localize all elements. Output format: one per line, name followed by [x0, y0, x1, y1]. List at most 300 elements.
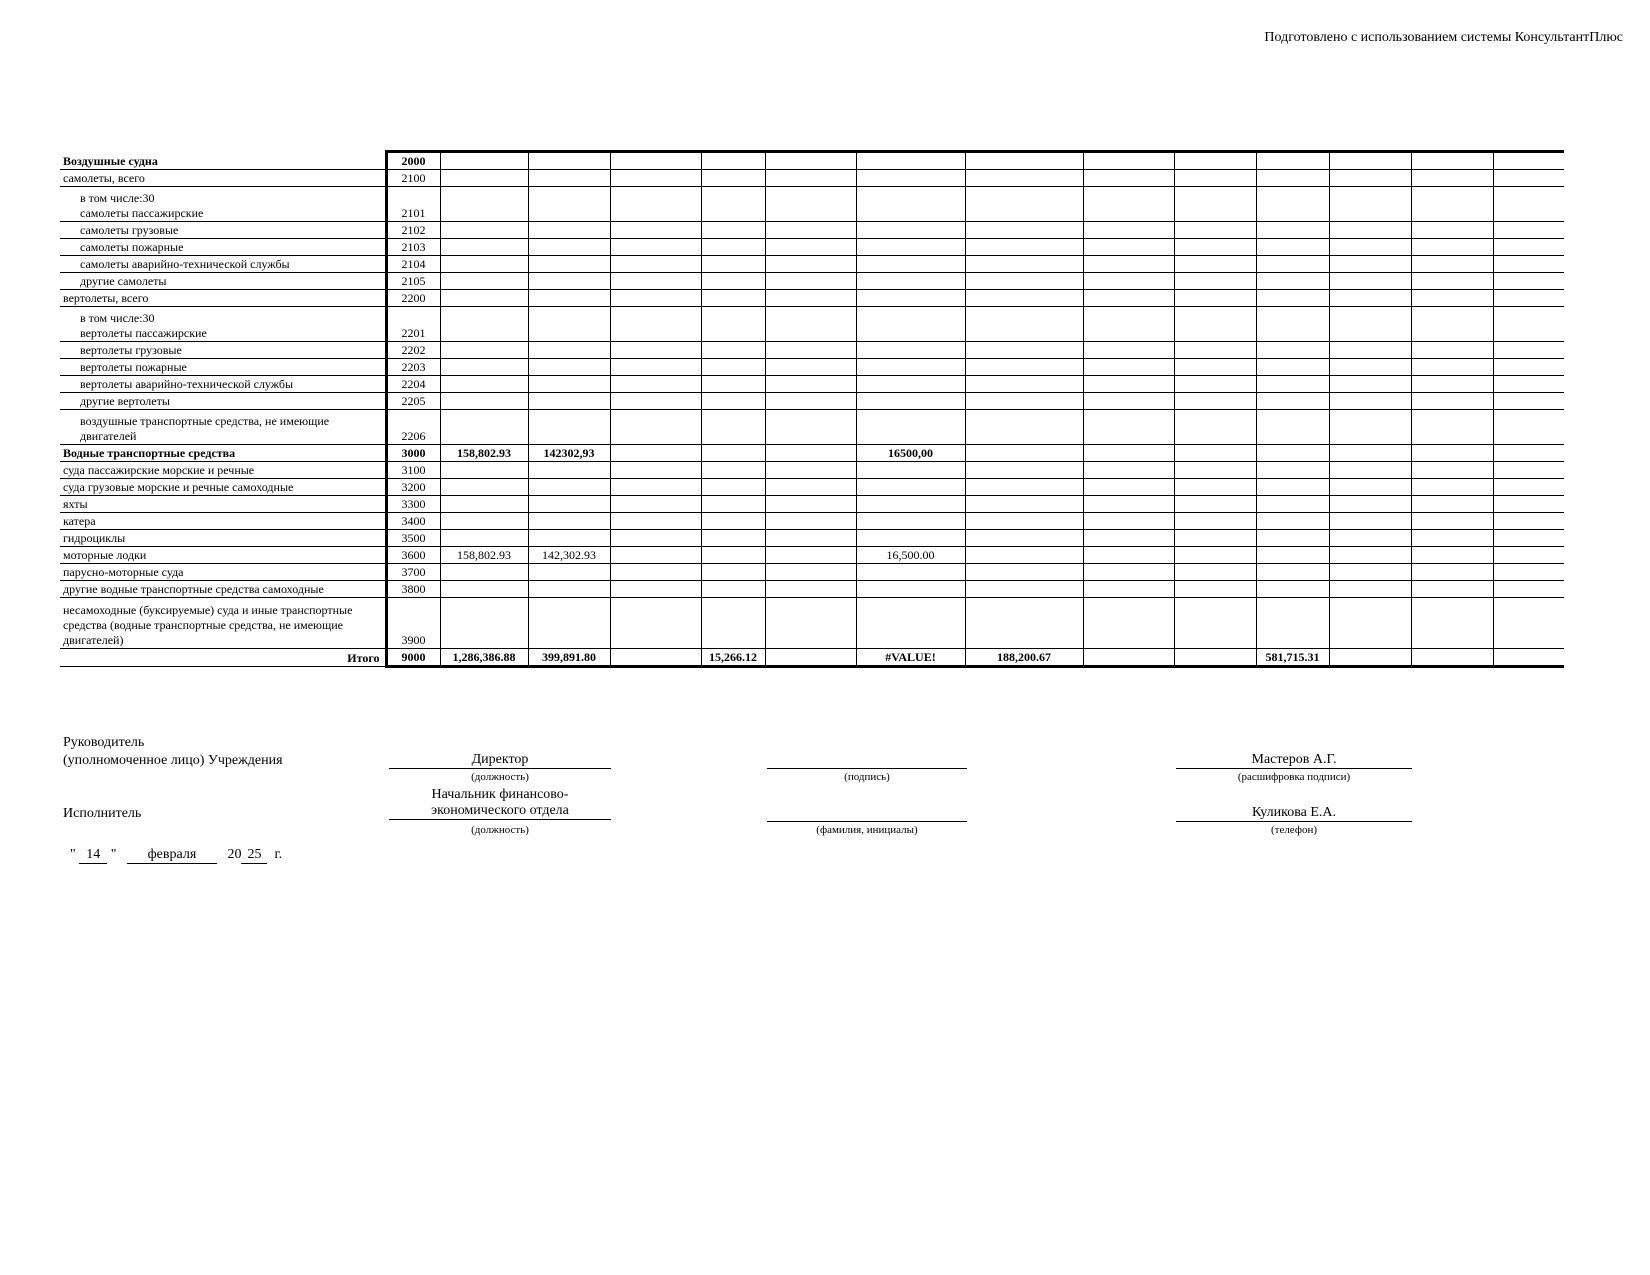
- row-value-cell: [1493, 513, 1564, 530]
- row-value-cell: [528, 152, 610, 170]
- row-name: другие самолеты: [60, 273, 386, 290]
- row-value-cell: [765, 598, 856, 649]
- row-value-cell: [440, 239, 528, 256]
- row-value-cell: [856, 598, 965, 649]
- row-value-cell: [765, 256, 856, 273]
- row-value-cell: [440, 462, 528, 479]
- date-year: 25: [241, 847, 267, 864]
- row-value-cell: [1411, 513, 1493, 530]
- row-value-cell: [1083, 581, 1174, 598]
- row-value-cell: [1411, 547, 1493, 564]
- row-value-cell: [1083, 152, 1174, 170]
- row-value-cell: [610, 393, 701, 410]
- row-value-cell: [610, 307, 701, 342]
- table-row: [60, 410, 1564, 445]
- row-name: самолеты грузовые: [60, 222, 386, 239]
- row-code: 2202: [386, 342, 440, 359]
- row-value-cell: [1174, 376, 1256, 393]
- row-code: 2205: [386, 393, 440, 410]
- row-code: 3800: [386, 581, 440, 598]
- row-value-cell: [856, 410, 965, 445]
- row-name: самолеты, всего: [60, 170, 386, 187]
- row-value-cell: [1174, 342, 1256, 359]
- row-value-cell: [1329, 239, 1411, 256]
- row-code: 3200: [386, 479, 440, 496]
- row-value-cell: [610, 496, 701, 513]
- row-value-cell: [1256, 187, 1329, 222]
- row-value-cell: [610, 290, 701, 307]
- row-value-cell: 142,302.93: [528, 547, 610, 564]
- head-name: Мастеров А.Г.: [1176, 752, 1412, 769]
- row-value-cell: [1256, 152, 1329, 170]
- row-value-cell: [965, 239, 1083, 256]
- row-value-cell: [1329, 445, 1411, 462]
- row-code: 2200: [386, 290, 440, 307]
- row-value-cell: [965, 187, 1083, 222]
- row-value-cell: [610, 598, 701, 649]
- head-position-caption: (должность): [471, 771, 529, 783]
- total-value-cell: 15,266.12: [701, 649, 765, 667]
- row-value-cell: [528, 342, 610, 359]
- row-value-cell: [1411, 462, 1493, 479]
- row-value-cell: [856, 152, 965, 170]
- head-label-2: (уполномоченное лицо) Учреждения: [63, 753, 283, 768]
- table-row: [60, 581, 1564, 598]
- table-row: [60, 342, 1564, 359]
- row-name: Водные транспортные средства: [60, 445, 386, 462]
- row-value-cell: [1083, 410, 1174, 445]
- row-value-cell: [610, 152, 701, 170]
- row-name: вертолеты аварийно-технической службы: [60, 376, 386, 393]
- row-value-cell: [765, 547, 856, 564]
- row-value-cell: [856, 222, 965, 239]
- row-value-cell: [1411, 410, 1493, 445]
- row-value-cell: [1493, 410, 1564, 445]
- row-value-cell: [1083, 342, 1174, 359]
- row-value-cell: [1174, 273, 1256, 290]
- row-value-cell: [765, 239, 856, 256]
- row-value-cell: [440, 479, 528, 496]
- row-value-cell: [965, 222, 1083, 239]
- row-value-cell: [1083, 290, 1174, 307]
- row-value-cell: [1083, 479, 1174, 496]
- total-value-cell: 1,286,386.88: [440, 649, 528, 667]
- row-value-cell: [965, 152, 1083, 170]
- row-value-cell: [701, 187, 765, 222]
- row-value-cell: [965, 376, 1083, 393]
- row-value-cell: [965, 462, 1083, 479]
- row-value-cell: [1083, 256, 1174, 273]
- row-value-cell: [1256, 581, 1329, 598]
- row-value-cell: [1083, 170, 1174, 187]
- row-value-cell: [1256, 547, 1329, 564]
- row-value-cell: [965, 307, 1083, 342]
- row-value-cell: [1174, 564, 1256, 581]
- row-value-cell: [765, 479, 856, 496]
- row-value-cell: [1329, 564, 1411, 581]
- row-value-cell: [528, 496, 610, 513]
- row-value-cell: [1174, 445, 1256, 462]
- row-value-cell: [765, 445, 856, 462]
- row-value-cell: [528, 256, 610, 273]
- row-value-cell: [528, 581, 610, 598]
- row-value-cell: [1411, 598, 1493, 649]
- row-value-cell: [440, 530, 528, 547]
- row-code: 2100: [386, 170, 440, 187]
- row-value-cell: [1493, 307, 1564, 342]
- row-code: 2000: [386, 152, 440, 170]
- row-value-cell: [1411, 239, 1493, 256]
- row-value-cell: [1329, 342, 1411, 359]
- row-value-cell: [1493, 273, 1564, 290]
- row-value-cell: [856, 496, 965, 513]
- date-quote-close: ": [110, 847, 117, 862]
- row-value-cell: [1493, 170, 1564, 187]
- row-value-cell: [1256, 410, 1329, 445]
- row-value-cell: [1256, 342, 1329, 359]
- row-value-cell: [965, 530, 1083, 547]
- row-value-cell: [1411, 256, 1493, 273]
- row-value-cell: [1256, 256, 1329, 273]
- row-value-cell: [1256, 530, 1329, 547]
- row-value-cell: [765, 530, 856, 547]
- row-code: 3000: [386, 445, 440, 462]
- total-label: Итого: [60, 649, 386, 667]
- row-value-cell: [965, 393, 1083, 410]
- row-value-cell: [701, 598, 765, 649]
- row-value-cell: [1329, 273, 1411, 290]
- row-value-cell: [765, 581, 856, 598]
- table-row: [60, 256, 1564, 273]
- row-value-cell: [1174, 547, 1256, 564]
- row-value-cell: [1083, 376, 1174, 393]
- row-value-cell: [1493, 564, 1564, 581]
- row-value-cell: [1329, 376, 1411, 393]
- row-value-cell: [1493, 152, 1564, 170]
- row-code: 2102: [386, 222, 440, 239]
- total-value-cell: 581,715.31: [1256, 649, 1329, 667]
- table-row: [60, 530, 1564, 547]
- row-value-cell: [856, 581, 965, 598]
- row-value-cell: [440, 410, 528, 445]
- total-value-cell: [610, 649, 701, 667]
- row-value-cell: [1329, 410, 1411, 445]
- row-name: несамоходные (буксируемые) суда и иные транспортные средства (водные транспортные средства, не имеющие двигателей): [60, 598, 386, 649]
- row-value-cell: [528, 187, 610, 222]
- row-code: 3100: [386, 462, 440, 479]
- row-value-cell: [1256, 598, 1329, 649]
- row-value-cell: [440, 307, 528, 342]
- row-value-cell: [1329, 170, 1411, 187]
- row-value-cell: [610, 170, 701, 187]
- row-value-cell: [610, 187, 701, 222]
- row-value-cell: [528, 273, 610, 290]
- row-value-cell: [1329, 187, 1411, 222]
- row-code: 3500: [386, 530, 440, 547]
- row-value-cell: [765, 359, 856, 376]
- row-value-cell: [1493, 187, 1564, 222]
- table-row: [60, 445, 1564, 462]
- row-value-cell: [1083, 359, 1174, 376]
- row-value-cell: [528, 307, 610, 342]
- row-value-cell: [610, 273, 701, 290]
- row-value-cell: [701, 376, 765, 393]
- row-value-cell: [765, 496, 856, 513]
- row-value-cell: [965, 598, 1083, 649]
- row-value-cell: [610, 342, 701, 359]
- row-name: самолеты аварийно-технической службы: [60, 256, 386, 273]
- row-value-cell: [1174, 290, 1256, 307]
- row-value-cell: [1083, 307, 1174, 342]
- row-value-cell: [610, 410, 701, 445]
- row-value-cell: [1493, 598, 1564, 649]
- row-value-cell: [856, 273, 965, 290]
- row-name: воздушные транспортные средства, не имеющие двигателей: [60, 410, 386, 445]
- row-value-cell: [528, 170, 610, 187]
- row-name: самолеты пожарные: [60, 239, 386, 256]
- row-name: в том числе:30 вертолеты пассажирские: [60, 307, 386, 342]
- row-value-cell: [528, 376, 610, 393]
- row-value-cell: [1256, 513, 1329, 530]
- row-value-cell: [1256, 376, 1329, 393]
- row-value-cell: [765, 273, 856, 290]
- row-value-cell: [1493, 547, 1564, 564]
- row-value-cell: [528, 239, 610, 256]
- row-value-cell: [1174, 170, 1256, 187]
- row-value-cell: [856, 530, 965, 547]
- row-value-cell: [765, 307, 856, 342]
- row-value-cell: [1411, 342, 1493, 359]
- row-value-cell: [1174, 307, 1256, 342]
- row-value-cell: [440, 170, 528, 187]
- row-value-cell: [1329, 496, 1411, 513]
- row-value-cell: [1493, 222, 1564, 239]
- row-value-cell: [765, 342, 856, 359]
- row-value-cell: [701, 393, 765, 410]
- row-value-cell: [1411, 152, 1493, 170]
- row-value-cell: [1493, 239, 1564, 256]
- row-value-cell: [610, 462, 701, 479]
- row-value-cell: [701, 239, 765, 256]
- row-value-cell: [965, 547, 1083, 564]
- row-value-cell: 158,802.93: [440, 547, 528, 564]
- row-name: суда грузовые морские и речные самоходные: [60, 479, 386, 496]
- row-name: суда пассажирские морские и речные: [60, 462, 386, 479]
- row-value-cell: [1329, 598, 1411, 649]
- row-value-cell: [1329, 359, 1411, 376]
- row-value-cell: [440, 581, 528, 598]
- row-value-cell: [856, 479, 965, 496]
- row-value-cell: [528, 393, 610, 410]
- row-value-cell: [610, 564, 701, 581]
- row-value-cell: [1493, 393, 1564, 410]
- head-signature-caption: (подпись): [844, 771, 890, 783]
- row-value-cell: [1256, 564, 1329, 581]
- row-value-cell: [1411, 290, 1493, 307]
- row-value-cell: [1174, 152, 1256, 170]
- row-value-cell: [1493, 496, 1564, 513]
- date-month: февраля: [127, 847, 217, 864]
- row-value-cell: [965, 581, 1083, 598]
- date-quote-open: ": [70, 847, 76, 862]
- row-value-cell: [528, 462, 610, 479]
- row-value-cell: [765, 222, 856, 239]
- row-value-cell: [965, 496, 1083, 513]
- row-value-cell: [965, 256, 1083, 273]
- row-value-cell: [610, 222, 701, 239]
- row-value-cell: [965, 359, 1083, 376]
- row-value-cell: 16500,00: [856, 445, 965, 462]
- row-value-cell: [610, 547, 701, 564]
- row-value-cell: [1083, 530, 1174, 547]
- row-value-cell: [1493, 256, 1564, 273]
- row-value-cell: [1174, 239, 1256, 256]
- row-value-cell: [440, 376, 528, 393]
- table-row: [60, 239, 1564, 256]
- row-value-cell: [965, 410, 1083, 445]
- table-row: [60, 376, 1564, 393]
- total-value-cell: [1329, 649, 1411, 667]
- row-value-cell: [856, 170, 965, 187]
- table-row: [60, 187, 1564, 222]
- table-row: [60, 222, 1564, 239]
- head-signature-line: [767, 752, 967, 769]
- exec-phone-caption: (телефон): [1270, 824, 1318, 836]
- table-row: [60, 290, 1564, 307]
- row-value-cell: [440, 290, 528, 307]
- row-value-cell: [1411, 393, 1493, 410]
- exec-name-line: [767, 805, 967, 822]
- row-value-cell: [440, 393, 528, 410]
- row-value-cell: [1174, 410, 1256, 445]
- row-value-cell: [528, 564, 610, 581]
- row-value-cell: [1256, 239, 1329, 256]
- row-name: Воздушные судна: [60, 152, 386, 170]
- row-value-cell: [965, 170, 1083, 187]
- row-value-cell: [440, 598, 528, 649]
- row-value-cell: [701, 445, 765, 462]
- row-value-cell: [1411, 359, 1493, 376]
- row-name: гидроциклы: [60, 530, 386, 547]
- row-value-cell: [701, 342, 765, 359]
- row-value-cell: [1411, 273, 1493, 290]
- row-value-cell: [1329, 479, 1411, 496]
- row-value-cell: [1256, 307, 1329, 342]
- row-value-cell: [1256, 222, 1329, 239]
- row-value-cell: [1329, 513, 1411, 530]
- row-value-cell: [965, 564, 1083, 581]
- row-value-cell: [1329, 581, 1411, 598]
- table-row: [60, 359, 1564, 376]
- row-value-cell: [1083, 547, 1174, 564]
- row-value-cell: [701, 273, 765, 290]
- row-value-cell: [856, 239, 965, 256]
- row-value-cell: [1174, 187, 1256, 222]
- row-value-cell: [1256, 496, 1329, 513]
- row-value-cell: [1329, 290, 1411, 307]
- row-value-cell: [765, 393, 856, 410]
- row-value-cell: [965, 290, 1083, 307]
- row-value-cell: [1256, 393, 1329, 410]
- total-value-cell: [1493, 649, 1564, 667]
- row-value-cell: [1411, 307, 1493, 342]
- row-value-cell: [1411, 445, 1493, 462]
- row-value-cell: [1256, 479, 1329, 496]
- row-code: 3700: [386, 564, 440, 581]
- exec-phone: Куликова Е.А.: [1176, 805, 1412, 822]
- row-value-cell: [1329, 530, 1411, 547]
- row-code: 2206: [386, 410, 440, 445]
- row-value-cell: [1174, 496, 1256, 513]
- row-value-cell: [528, 513, 610, 530]
- row-value-cell: [701, 290, 765, 307]
- row-value-cell: [1083, 564, 1174, 581]
- row-value-cell: [701, 564, 765, 581]
- row-value-cell: [765, 187, 856, 222]
- row-value-cell: [701, 410, 765, 445]
- row-value-cell: [1411, 170, 1493, 187]
- date-day: 14: [79, 847, 107, 864]
- table-row: [60, 547, 1564, 564]
- row-value-cell: [1411, 581, 1493, 598]
- head-label-1: Руководитель: [63, 735, 145, 750]
- row-value-cell: [528, 410, 610, 445]
- total-row: [60, 649, 1564, 667]
- row-value-cell: [1256, 445, 1329, 462]
- row-value-cell: [701, 581, 765, 598]
- table-row: [60, 479, 1564, 496]
- total-value-cell: [1083, 649, 1174, 667]
- table-row: [60, 307, 1564, 342]
- row-value-cell: [528, 598, 610, 649]
- row-value-cell: [610, 445, 701, 462]
- row-value-cell: [765, 564, 856, 581]
- row-name: другие водные транспортные средства самоходные: [60, 581, 386, 598]
- row-value-cell: [1256, 462, 1329, 479]
- row-value-cell: [528, 479, 610, 496]
- row-value-cell: [856, 187, 965, 222]
- row-value-cell: [856, 359, 965, 376]
- row-value-cell: [1083, 598, 1174, 649]
- row-value-cell: [528, 530, 610, 547]
- row-value-cell: [610, 239, 701, 256]
- total-value-cell: 188,200.67: [965, 649, 1083, 667]
- row-code: 3300: [386, 496, 440, 513]
- row-value-cell: [1083, 513, 1174, 530]
- row-value-cell: [440, 513, 528, 530]
- row-value-cell: [440, 496, 528, 513]
- row-value-cell: [1329, 547, 1411, 564]
- row-name: другие вертолеты: [60, 393, 386, 410]
- row-value-cell: [440, 342, 528, 359]
- row-code: 2101: [386, 187, 440, 222]
- row-value-cell: [1493, 581, 1564, 598]
- row-value-cell: [440, 256, 528, 273]
- row-name: вертолеты пожарные: [60, 359, 386, 376]
- row-value-cell: [856, 342, 965, 359]
- row-value-cell: [965, 479, 1083, 496]
- row-value-cell: [1329, 393, 1411, 410]
- row-code: 2103: [386, 239, 440, 256]
- exec-position-caption: (должность): [471, 824, 529, 836]
- row-code: 3400: [386, 513, 440, 530]
- row-value-cell: [610, 359, 701, 376]
- row-value-cell: [1411, 479, 1493, 496]
- row-value-cell: [528, 290, 610, 307]
- row-value-cell: [765, 410, 856, 445]
- row-value-cell: [1256, 273, 1329, 290]
- row-name: моторные лодки: [60, 547, 386, 564]
